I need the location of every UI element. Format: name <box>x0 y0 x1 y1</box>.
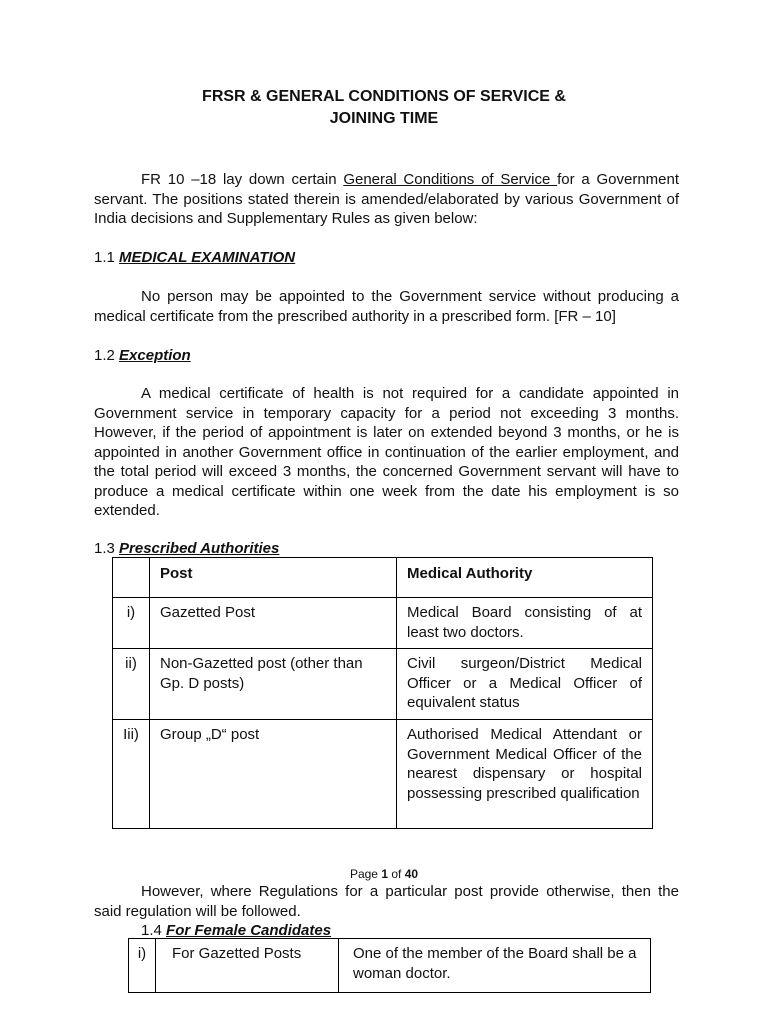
row-post-cell: Group „D“ post <box>150 720 397 829</box>
section-1-2-title: Exception <box>119 347 191 364</box>
header-cell-number <box>113 558 150 598</box>
table-row <box>129 939 651 993</box>
section-1-3-heading <box>94 539 279 558</box>
row-authority-cell: One of the member of the Board shall be a woman doctor. <box>339 939 651 993</box>
document-title-line-1: FRSR & GENERAL CONDITIONS OF SERVICE & <box>202 88 566 105</box>
prescribed-authorities-table <box>112 557 653 829</box>
row-post-cell: Non-Gazetted post (other than Gp. D posts) <box>150 649 397 720</box>
section-1-1-text: No person may be appointed to the Government service without producing a medical certificate from the prescribed authority in a prescribed form. [FR – 10] <box>94 288 679 325</box>
section-1-1-title: MEDICAL EXAMINATION <box>119 249 296 266</box>
section-1-1-heading <box>94 248 295 267</box>
section-1-3-title: Prescribed Authorities <box>119 540 280 557</box>
section-1-2-text: A medical certificate of health is not required for a candidate appointed in Government service in temporary capacity for a period not exceeding 3 months. However, if the period of appointment is later on extended beyond 3 months, or he is appointed in another Government office in continuation of the earlier employment, and the total period will exceed 3 months, the concerned Government servant will have to produce a medical certificate within one week from the date his employment is so extended. <box>94 385 679 519</box>
header-cell-medical-authority: Medical Authority <box>397 558 653 598</box>
current-page-number: 1 <box>381 867 388 881</box>
intro-text-start: FR 10 –18 lay down certain <box>141 171 344 188</box>
continuation-text: However, where Regulations for a particular post provide otherwise, then the said regulation will be followed. <box>94 883 679 920</box>
row-authority-cell: Civil surgeon/District Medical Officer or a Medical Officer of equivalent status <box>397 649 653 720</box>
page-label: Page <box>349 867 382 881</box>
row-authority-cell: Authorised Medical Attendant or Government Medical Officer of the nearest dispensary or hospital possessing prescribed qualification <box>397 720 653 829</box>
total-page-count: 40 <box>404 867 419 881</box>
row-number-cell: i) <box>113 598 150 649</box>
section-1-4-number: 1.4 <box>141 922 167 939</box>
section-1-3-number: 1.3 <box>94 540 120 557</box>
row-authority-cell: Medical Board consisting of at least two doctors. <box>397 598 653 649</box>
document-title-line-2: JOINING TIME <box>329 110 439 127</box>
row-number-cell: ii) <box>113 649 150 720</box>
row-post-cell: For Gazetted Posts <box>156 939 339 993</box>
intro-text-end: for a Government servant. The positions stated therein is amended/elaborated by various Government of India decisions and Supplementary Rules as given below: <box>94 171 680 227</box>
intro-paragraph <box>94 170 679 229</box>
row-post-cell: Gazetted Post <box>150 598 397 649</box>
table-header-row <box>113 558 653 598</box>
header-cell-post: Post <box>150 558 397 598</box>
section-1-2-heading <box>94 346 191 365</box>
section-1-4-title: For Female Candidates <box>166 922 332 939</box>
general-conditions-link[interactable]: General Conditions of Service <box>343 171 558 188</box>
table-row <box>113 649 653 720</box>
section-1-1-number: 1.1 <box>94 249 120 266</box>
section-1-2-number: 1.2 <box>94 347 120 364</box>
of-label: of <box>388 867 405 881</box>
female-candidates-table <box>128 938 651 993</box>
table-row <box>113 598 653 649</box>
continuation-paragraph <box>94 882 679 921</box>
section-1-2-body <box>94 384 679 521</box>
table-row <box>113 720 653 829</box>
row-number-cell: i) <box>129 939 156 993</box>
section-1-1-body <box>94 287 679 326</box>
row-number-cell: Iii) <box>113 720 150 829</box>
page-number-footer <box>0 866 768 882</box>
